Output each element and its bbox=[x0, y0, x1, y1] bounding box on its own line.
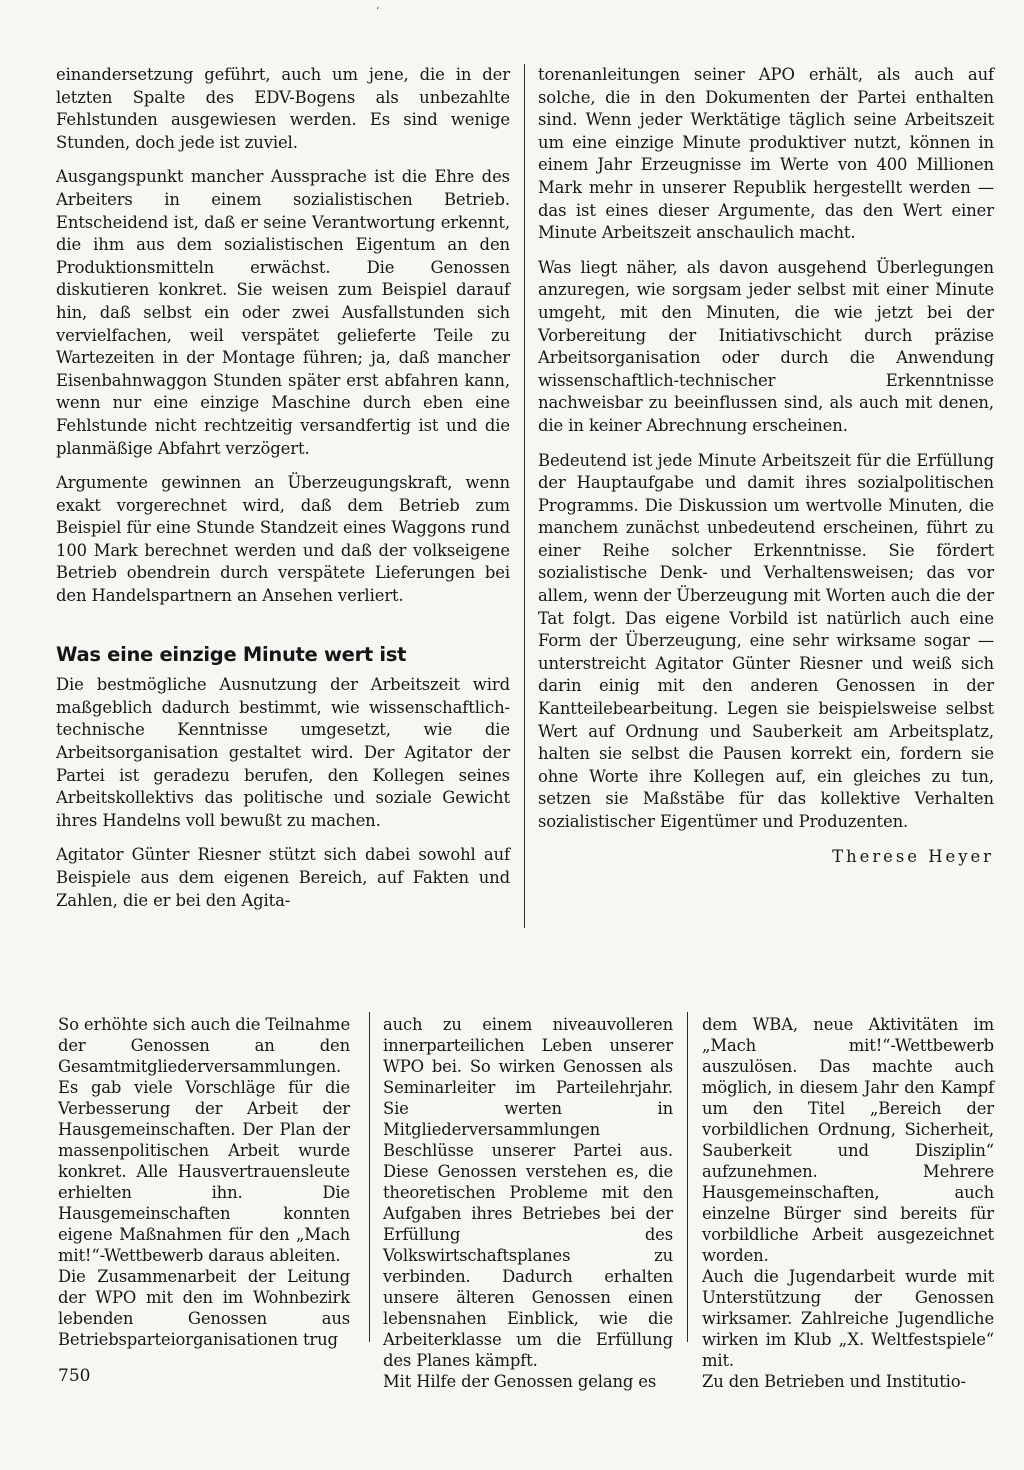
bottom-column-divider-1 bbox=[369, 1012, 370, 1342]
paragraph: Es gab viele Vorschläge für die Verbesserung der Arbeit der Hausgemeinschaften. Der Plan der massenpolitischen Arbeit wurde konkret. Alle Hausvertrauensleute erhielten ihn. Die Hausgemeinschaften konnten eigene Maßnahmen für den „Mach mit!“-Wettbewerb daraus ableiten. bbox=[58, 1078, 350, 1265]
print-mark: ‘ bbox=[376, 6, 380, 17]
paragraph: dem WBA, neue Aktivitäten im „Mach mit!“-Wettbewerb auszulösen. Das machte auch möglich, in diesem Jahr den Kampf um den Titel „Bereich der vorbildlichen Ordnung, Sicherheit, Sauberkeit und Disziplin“ aufzunehmen. Mehrere Hausgemeinschaften, auch einzelne Bürger sind bereits für vorbildliche Arbeit ausgezeichnet worden. bbox=[702, 1015, 994, 1265]
bottom-column-2 bbox=[383, 1014, 673, 1392]
author-signature: Therese Heyer bbox=[832, 846, 994, 866]
show-through-artifact bbox=[60, 962, 960, 992]
paragraph: Was liegt näher, als davon ausgehend Überlegungen anzuregen, wie sorgsam jeder selbst mit einer Minute umgeht, mit den Minuten, die wie jetzt bei der Vorbereitung der Initiativschicht durch präzise Arbeitsorganisation oder durch die Anwendung wissenschaftlich-technischer Erkenntnisse nachweisbar zu beeinflussen sind, als auch mit denen, die in keiner Abrechnung erscheinen. bbox=[538, 257, 994, 435]
paragraph: Die bestmögliche Ausnutzung der Arbeitszeit wird maßgeblich dadurch bestimmt, wie wissenschaftlich-technische Kenntnisse umgesetzt, wie die Arbeitsorganisation gestaltet wird. Der Agitator der Partei ist geradezu berufen, den Kollegen seines Arbeitskollektivs das politische und soziale Gewicht ihres Handelns voll bewußt zu machen. bbox=[56, 675, 510, 830]
paragraph: Zu den Betrieben und Institutio- bbox=[702, 1372, 966, 1391]
paragraph: Ausgangspunkt mancher Aussprache ist die Ehre des Arbeiters in einem sozialistischen Betrieb. Entscheidend ist, daß er seine Verantwortung erkennt, die ihm aus dem sozialistischen Eigentum an den Produktionsmitteln erwächst. Die Genossen diskutieren konkret. Sie weisen zum Beispiel darauf hin, daß selbst ein oder zwei Ausfallstunden sich vervielfachen, weil verspätet gelieferte Teile zu Wartezeiten in der Montage führen; ja, daß mancher Eisenbahnwaggon Stunden später erst abfahren kann, wenn nur eine einzige Maschine durch eben eine Fehlstunde nicht rechtzeitig versandfertig ist und die planmäßige Abfahrt verzögert. bbox=[56, 167, 510, 458]
top-left-column bbox=[56, 64, 510, 924]
paragraph: Agitator Günter Riesner stützt sich dabei sowohl auf Beispiele aus dem eigenen Bereich, auf Fakten und Zahlen, die er bei den Agita- bbox=[56, 845, 510, 910]
top-right-column bbox=[538, 64, 994, 868]
paragraph: einandersetzung geführt, auch um jene, die in der letzten Spalte des EDV-Bogens als unbezahlte Fehlstunden ausgewiesen werden. Es sind wenige Stunden, doch jede ist zuviel. bbox=[56, 65, 510, 152]
paragraph: Argumente gewinnen an Überzeugungskraft, wenn exakt vorgerechnet wird, daß dem Betrieb zum Beispiel für eine Stunde Standzeit eines Waggons rund 100 Mark berechnet werden und daß der volkseigene Betrieb obendrein durch verspätete Lieferungen bei den Handelspartnern an Ansehen verliert. bbox=[56, 473, 510, 606]
bottom-column-divider-2 bbox=[687, 1012, 688, 1342]
paragraph: Auch die Jugendarbeit wurde mit Unterstützung der Genossen wirksamer. Zahlreiche Jugendliche wirken im Klub „X. Weltfestspiele“ mit. bbox=[702, 1267, 994, 1370]
top-column-divider bbox=[524, 64, 525, 928]
page-number: 750 bbox=[58, 1366, 91, 1386]
paragraph: torenanleitungen seiner APO erhält, als auch auf solche, die in den Dokumenten der Partei enthalten sind. Wenn jeder Werktätige täglich seine Arbeitszeit um eine einzige Minute produktiver nutzt, können in einem Jahr Erzeugnisse im Werte von 400 Millionen Mark mehr in unserer Republik hergestellt werden — das ist eines dieser Argumente, das den Wert einer Minute Arbeitszeit anschaulich macht. bbox=[538, 65, 994, 243]
bottom-column-3 bbox=[702, 1014, 994, 1392]
bottom-column-1 bbox=[58, 1014, 350, 1350]
paragraph: auch zu einem niveauvolleren innerparteilichen Leben unserer WPO bei. So wirken Genossen als Seminarleiter im Parteilehrjahr. Sie werten in Mitgliederversammlungen Beschlüsse unserer Partei aus. Diese Genossen verstehen es, die theoretischen Probleme mit den Aufgaben ihres Betriebes bei der Erfüllung des Volkswirtschaftsplanes zu verbinden. Dadurch erhalten unsere älteren Genossen einen lebensnahen Einblick, wie die Arbeiterklasse um die Erfüllung des Planes kämpft. bbox=[383, 1015, 673, 1370]
paragraph: Mit Hilfe der Genossen gelang es bbox=[383, 1372, 657, 1391]
paragraph: So erhöhte sich auch die Teilnahme der Genossen an den Gesamtmitgliederversammlungen. bbox=[58, 1015, 350, 1076]
paragraph: Bedeutend ist jede Minute Arbeitszeit für die Erfüllung der Hauptaufgabe und damit ihres sozialpolitischen Programms. Die Diskussion um wertvolle Minuten, die manchem zunächst unbedeutend erscheinen, führt zu einer Reihe solcher Erkenntnisse. Sie fördert sozialistische Denk- und Verhaltensweisen; das vor allem, wenn der Überzeugung mit Worten auch die der Tat folgt. Das eigene Vorbild ist natürlich auch eine Form der Überzeugung, eine sehr wirksame sogar — unterstreicht Agitator Günter Riesner und weiß sich darin einig mit den anderen Genossen in der Kantteilebearbeitung. Legen sie beispielsweise selbst Wert auf Ordnung und Sauberkeit am Arbeitsplatz, halten sie selbst die Pausen korrekt ein, fordern sie ohne Worte ihre Kollegen auf, ein gleiches zu tun, setzen sie Maßstäbe für das kollektive Verhalten sozialistischer Eigentümer und Produzenten. bbox=[538, 450, 994, 831]
section-heading: Was eine einzige Minute wert ist bbox=[56, 642, 407, 666]
paragraph: Die Zusammenarbeit der Leitung der WPO mit den im Wohnbezirk lebenden Genossen aus Betriebsparteiorganisationen trug bbox=[58, 1267, 350, 1349]
